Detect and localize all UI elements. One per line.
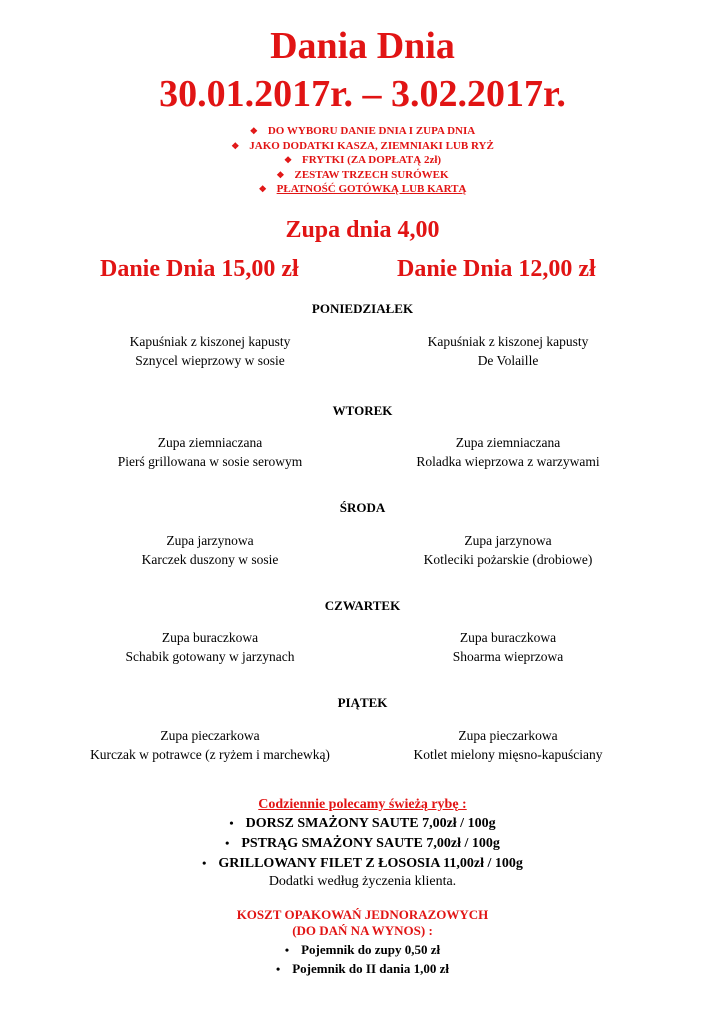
diamond-bullet-icon: ❖ (258, 184, 267, 194)
info-note: ❖ DO WYBORU DANIE DNIA I ZUPA DNIA (249, 125, 476, 137)
soup-item: Zupa buraczkowa (161, 630, 259, 645)
menu-left-thursday (60, 628, 360, 666)
day-heading-monday: PONIEDZIAŁEK (311, 301, 414, 316)
main-dish-item: Karczek duszony w sosie (141, 552, 279, 567)
diamond-bullet-icon: ❖ (283, 155, 293, 165)
bullet-dot-icon: • (225, 836, 230, 850)
bullet-dot-icon: • (202, 856, 207, 870)
soup-item: Zupa jarzynowa (166, 533, 254, 548)
main-dish-item: Schabik gotowany w jarzynach (125, 649, 295, 664)
info-notes-list (0, 124, 725, 197)
menu-left-wednesday (60, 531, 360, 569)
diamond-bullet-icon: ❖ (276, 169, 285, 180)
payment-note: PŁATNOŚĆ GOTÓWKĄ LUB KARTĄ (276, 183, 467, 195)
info-note: ❖ JAKO DODATKI KASZA, ZIEMNIAKI LUB RYŻ (231, 139, 494, 152)
soup-item: Zupa jarzynowa (464, 533, 552, 548)
main-dish-item: Kotlet mielony mięsno-kapuściany (413, 747, 603, 762)
main-dish-item: Shoarma wieprzowa (452, 649, 564, 664)
info-note: ❖ ZESTAW TRZECH SURÓWEK (276, 168, 449, 181)
main-dish-item: Kotleciki pożarskie (drobiowe) (423, 552, 593, 567)
menu-right-monday (358, 332, 658, 370)
info-note (0, 182, 725, 197)
fish-item: • PSTRĄG SMAŻONY SAUTE 7,00zł / 100g (225, 836, 500, 851)
soup-item: Kapuśniak z kiszonej kapusty (427, 334, 589, 349)
diamond-bullet-icon: ❖ (249, 126, 258, 136)
main-dish-item: Kurczak w potrawce (z ryżem i marchewką) (90, 747, 330, 762)
menu-left-friday (60, 726, 360, 764)
bullet-dot-icon: • (284, 943, 290, 957)
fish-heading: Codziennie polecamy świeżą rybę : (258, 797, 467, 812)
day-heading-thursday: CZWARTEK (324, 598, 401, 613)
fish-note: Dodatki według życzenia klienta. (268, 874, 457, 889)
fish-item: • DORSZ SMAŻONY SAUTE 7,00zł / 100g (229, 816, 496, 831)
packaging-subheading: (DO DAŃ NA WYNOS) : (292, 923, 433, 938)
soup-item: Zupa ziemniaczana (157, 435, 263, 450)
menu-right-thursday (358, 628, 658, 666)
main-dish-item: De Volaille (477, 353, 539, 368)
soup-item: Zupa buraczkowa (459, 630, 557, 645)
packaging-item: • Pojemnik do zupy 0,50 zł (284, 942, 441, 957)
dish-price-right: Danie Dnia 12,00 zł (397, 256, 596, 282)
packaging-item: • Pojemnik do II dania 1,00 zł (276, 961, 449, 976)
menu-right-wednesday (358, 531, 658, 569)
soup-price: Zupa dnia 4,00 (285, 217, 440, 243)
menu-right-friday (358, 726, 658, 764)
bullet-dot-icon: • (276, 962, 281, 976)
menu-right-tuesday (358, 433, 658, 471)
main-dish-item: Sznycel wieprzowy w sosie (135, 353, 285, 368)
fish-item: • GRILLOWANY FILET Z ŁOSOSIA 11,00zł / 100g (202, 856, 523, 871)
menu-left-tuesday (60, 433, 360, 471)
day-heading-friday: PIĄTEK (337, 695, 388, 710)
soup-item: Zupa pieczarkowa (458, 728, 558, 743)
bullet-dot-icon: • (229, 816, 234, 830)
day-heading-tuesday: WTOREK (332, 403, 393, 418)
menu-left-monday (60, 332, 360, 370)
day-heading-wednesday: ŚRODA (339, 500, 386, 515)
info-note: ❖ FRYTKI (ZA DOPŁATĄ 2zł) (283, 154, 442, 166)
main-dish-item: Roladka wieprzowa z warzywami (416, 454, 600, 469)
menu-date-range: 30.01.2017r. – 3.02.2017r. (159, 73, 566, 115)
diamond-bullet-icon: ❖ (231, 140, 240, 151)
dish-price-left: Danie Dnia 15,00 zł (100, 256, 299, 282)
soup-item: Zupa ziemniaczana (455, 435, 561, 450)
packaging-heading: KOSZT OPAKOWAŃ JEDNORAZOWYCH (236, 907, 489, 922)
soup-item: Kapuśniak z kiszonej kapusty (129, 334, 291, 349)
menu-title: Dania Dnia (270, 25, 455, 67)
main-dish-item: Pierś grillowana w sosie serowym (117, 454, 303, 469)
soup-item: Zupa pieczarkowa (160, 728, 260, 743)
